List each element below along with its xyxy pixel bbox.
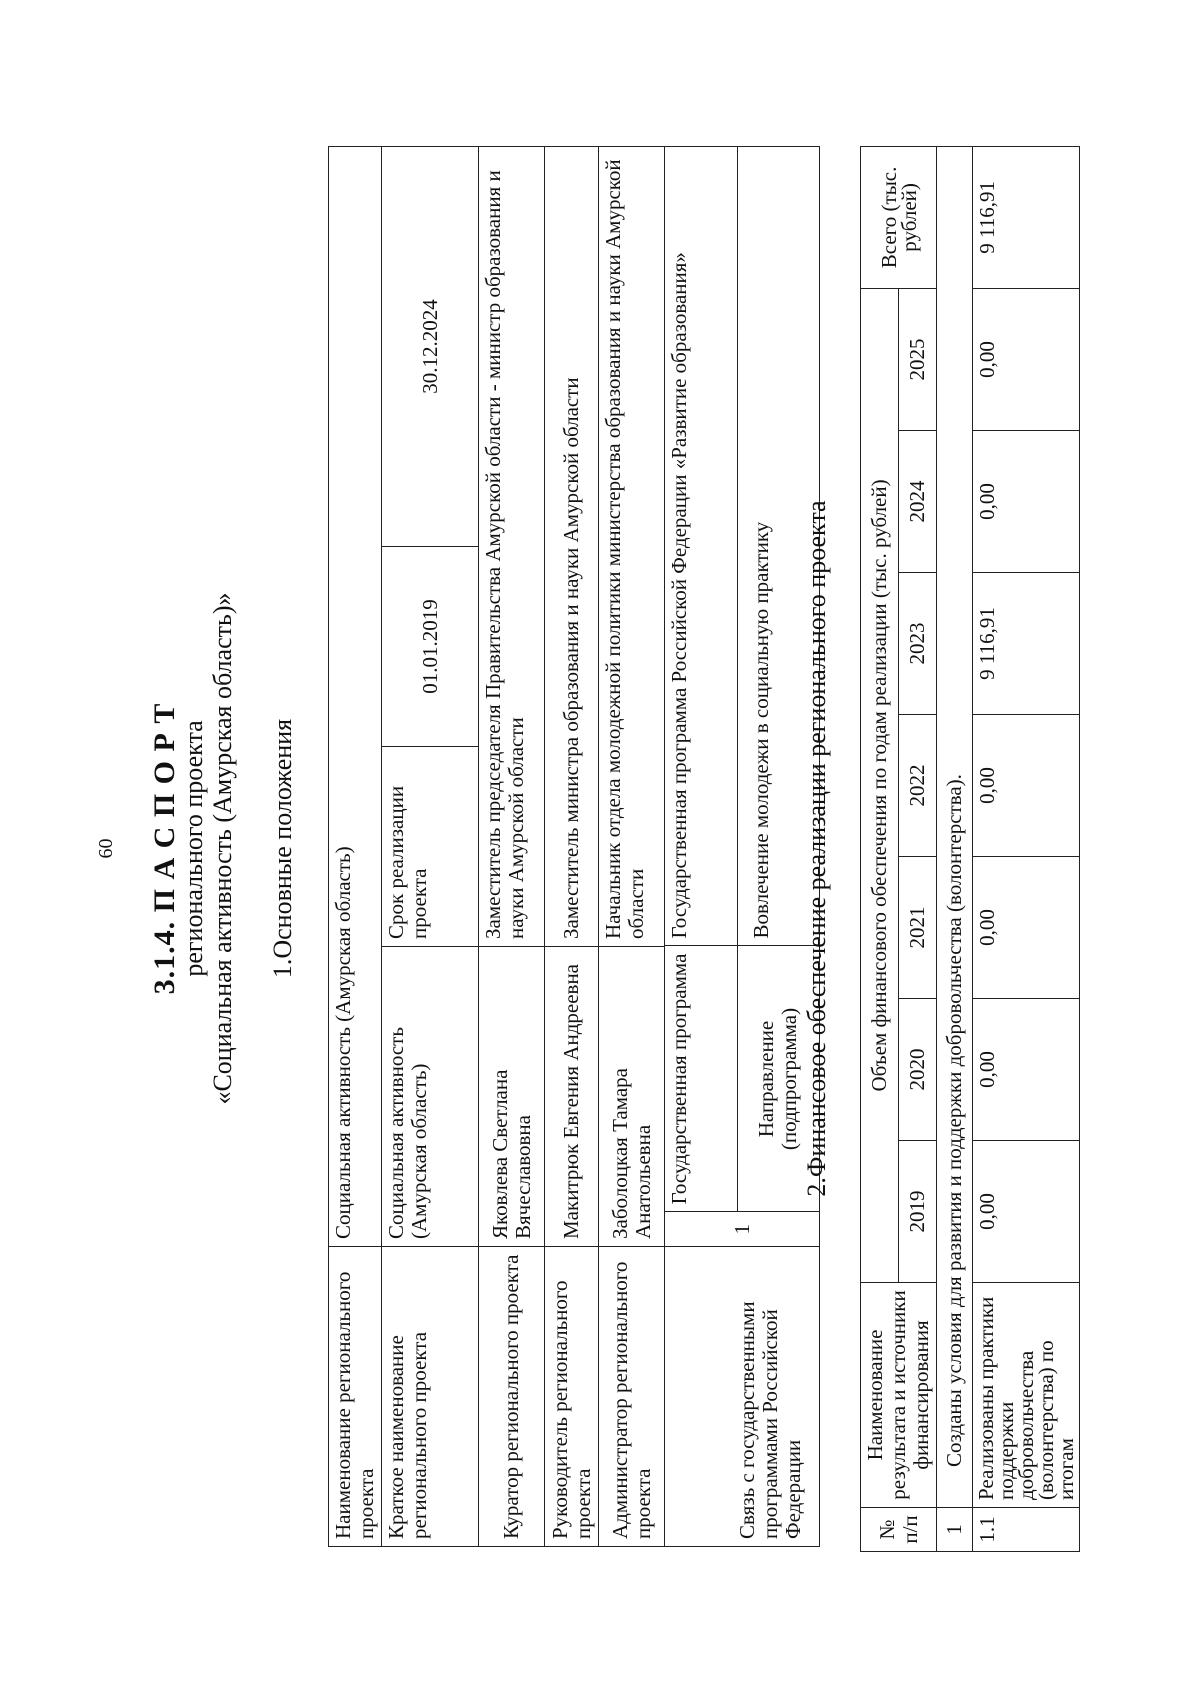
- row-value: 0,00: [973, 715, 1080, 857]
- header-year: 2024: [899, 431, 937, 573]
- section-1-heading: 1.Основные положения: [268, 718, 297, 979]
- cell-label: Администратор регионального проекта: [599, 1247, 665, 1547]
- group-row: [937, 146, 973, 1551]
- cell-value: Социальная активность (Амурская область): [382, 947, 479, 1247]
- row-total: 9 116,91: [973, 146, 1080, 288]
- cell-value: [382, 547, 479, 947]
- cell-label: Связь с государственными программами Российской Федерации: [665, 1247, 820, 1547]
- group-text: Созданы условия для развития и поддержки добровольчества (волонтерства).: [937, 146, 973, 1507]
- table-row: [973, 146, 1080, 1551]
- table-row: [382, 146, 479, 1546]
- cell-value: Яковлева Светлана Вячеславовна: [479, 947, 545, 1247]
- term-start: 01.01.2019: [417, 599, 442, 694]
- programs-inner-table: [665, 147, 819, 1246]
- table-row: [665, 146, 820, 1546]
- row-value: 0,00: [973, 288, 1080, 430]
- section-2-heading: 2.Финансовое обеспечение реализации регионального проекта: [802, 500, 831, 1197]
- term-inner-table: [382, 547, 478, 946]
- table-row: [599, 146, 665, 1546]
- table-row: [545, 146, 599, 1546]
- header-year: 2020: [899, 999, 937, 1141]
- direction-label: Направление (подпрограмма): [737, 946, 819, 1212]
- basic-provisions-table: [328, 146, 820, 1547]
- term-end: 30.12.2024: [382, 146, 479, 546]
- row-value: 0,00: [973, 857, 1080, 999]
- header-year: 2021: [899, 857, 937, 999]
- program-value: Государственная программа Российской Федерации «Развитие образования»: [665, 147, 737, 946]
- header-name: Наименование результата и источники финансирования: [861, 1283, 937, 1508]
- table-row: [329, 146, 382, 1546]
- title-line-2: регионального проекта: [179, 720, 208, 977]
- cell-label: Куратор регионального проекта: [479, 1247, 545, 1547]
- header-num: № п/п: [861, 1508, 937, 1552]
- program-label: Государственная программа: [665, 946, 737, 1212]
- header-year: 2019: [899, 1141, 937, 1283]
- row-value: 9 116,91: [973, 573, 1080, 715]
- group-num: 1: [937, 1508, 973, 1552]
- cell-label: Наименование регионального проекта: [329, 1247, 382, 1547]
- row-value: 0,00: [973, 1141, 1080, 1283]
- cell-value: Заместитель министра образования и науки Амурской области: [545, 146, 599, 946]
- table-header-row: [861, 146, 899, 1551]
- row-name: Реализованы практики поддержки добровольчества (волонтерства) по итогам: [973, 1283, 1080, 1508]
- program-index: 1: [665, 1212, 819, 1246]
- cell-value: Заместитель председателя Правительства Амурской области - министр образования и науки Амурской области: [479, 146, 545, 946]
- row-num: 1.1: [973, 1508, 1080, 1552]
- header-year: 2022: [899, 715, 937, 857]
- header-volume: Объем финансового обеспечения по годам реализации (тыс. рублей): [861, 288, 899, 1282]
- term-label: Срок реализации проекта: [382, 747, 478, 947]
- title-line-3: «Социальная активность (Амурская область)»: [208, 592, 237, 1105]
- cell-value: Начальник отдела молодежной политики министерства образования и науки Амурской области: [599, 146, 665, 946]
- title-line-1: 3.1.4. П А С П О Р Т: [148, 702, 181, 995]
- cell-label: Краткое наименование регионального проекта: [382, 1247, 479, 1547]
- row-value: 0,00: [973, 999, 1080, 1141]
- page-number: 60: [95, 838, 117, 859]
- passport-title: [150, 0, 237, 1697]
- cell-value: Макитрюк Евгения Андреевна: [545, 947, 599, 1247]
- header-total: Всего (тыс. рублей): [861, 146, 937, 288]
- header-year: 2025: [899, 288, 937, 430]
- table-row: [479, 146, 545, 1546]
- header-year: 2023: [899, 573, 937, 715]
- programs-cell: [665, 146, 820, 1246]
- row-value: 0,00: [973, 431, 1080, 573]
- financing-table: [860, 146, 1080, 1552]
- cell-value: Социальная активность (Амурская область): [329, 146, 382, 1246]
- cell-label: Руководитель регионального проекта: [545, 1247, 599, 1547]
- cell-value: Заболоцкая Тамара Анатольевна: [599, 947, 665, 1247]
- direction-value: Вовлечение молодежи в социальную практику: [748, 521, 773, 939]
